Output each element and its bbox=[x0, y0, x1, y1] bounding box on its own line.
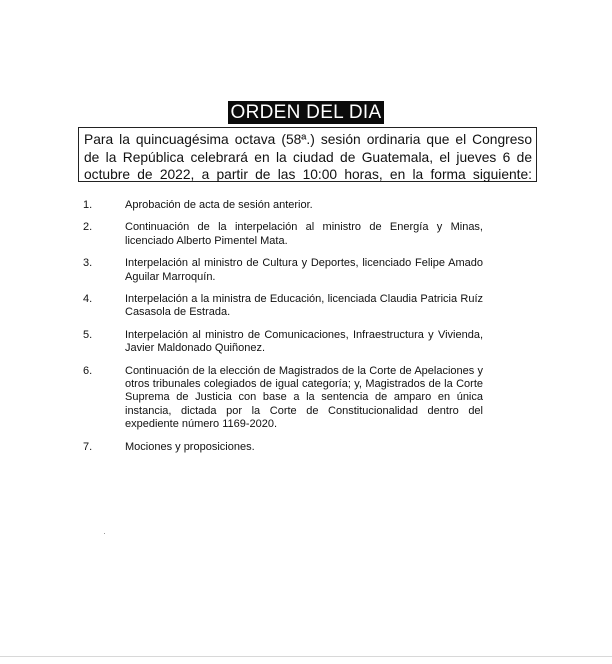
agenda-item-text: Interpelación al ministro de Comunicaciones, Infraestructura y Vivienda, Javier Maldonado Quiñonez. bbox=[125, 328, 483, 355]
agenda-item-text: Aprobación de acta de sesión anterior. bbox=[125, 199, 313, 211]
intro-line: octubre de 2022, a partir de las 10:00 horas, en la forma siguiente: bbox=[84, 167, 532, 182]
agenda-item-text: Interpelación a la ministra de Educación, licenciada Claudia Patricia Ruíz Casasola de Estrada. bbox=[125, 293, 483, 319]
agenda-item-text: Mociones y proposiciones. bbox=[125, 440, 255, 453]
title-container bbox=[0, 101, 612, 124]
agenda-item-text: Continuación de la interpelación al ministro de Energía y Minas, licenciado Alberto Pimentel Mata. bbox=[125, 221, 483, 247]
agenda-item bbox=[83, 293, 483, 320]
agenda-item-number: 5. bbox=[83, 328, 93, 341]
intro-line: Para la quincuagésima octava (58ª.) sesión ordinaria que el Congreso bbox=[84, 132, 532, 147]
agenda-item-text: Interpelación al ministro de Cultura y Deportes, licenciado Felipe Amado Aguilar Marroquín. bbox=[125, 257, 483, 283]
agenda-list bbox=[83, 199, 483, 463]
intro-line: de la República celebrará en la ciudad de Guatemala, el jueves 6 de bbox=[84, 149, 532, 165]
agenda-item-number: 4. bbox=[83, 293, 93, 306]
agenda-item bbox=[83, 199, 483, 212]
agenda-item-number: 7. bbox=[83, 440, 93, 453]
agenda-item-number: 1. bbox=[83, 199, 93, 211]
agenda-item bbox=[83, 365, 483, 432]
intro-paragraph-box bbox=[78, 127, 537, 182]
page-bottom-edge bbox=[0, 656, 612, 657]
agenda-item bbox=[83, 329, 483, 356]
agenda-item-number: 6. bbox=[83, 364, 93, 377]
document-title: ORDEN DEL DIA bbox=[230, 102, 382, 123]
agenda-item bbox=[83, 257, 483, 284]
agenda-item-number: 2. bbox=[83, 221, 93, 234]
agenda-item-text: Continuación de la elección de Magistrados de la Corte de Apelaciones y otros tribunales colegiados de igual categoría; y, Magistrados de la Corte Suprema de Justicia con base a la sentencia de amparo en única instancia, dictada por la Corte de Constitucionalidad dentro del expediente número 1169-2020. bbox=[125, 364, 483, 431]
agenda-item-number: 3. bbox=[83, 257, 93, 270]
agenda-item bbox=[83, 221, 483, 248]
scan-speck bbox=[104, 533, 105, 534]
agenda-item bbox=[83, 441, 483, 454]
